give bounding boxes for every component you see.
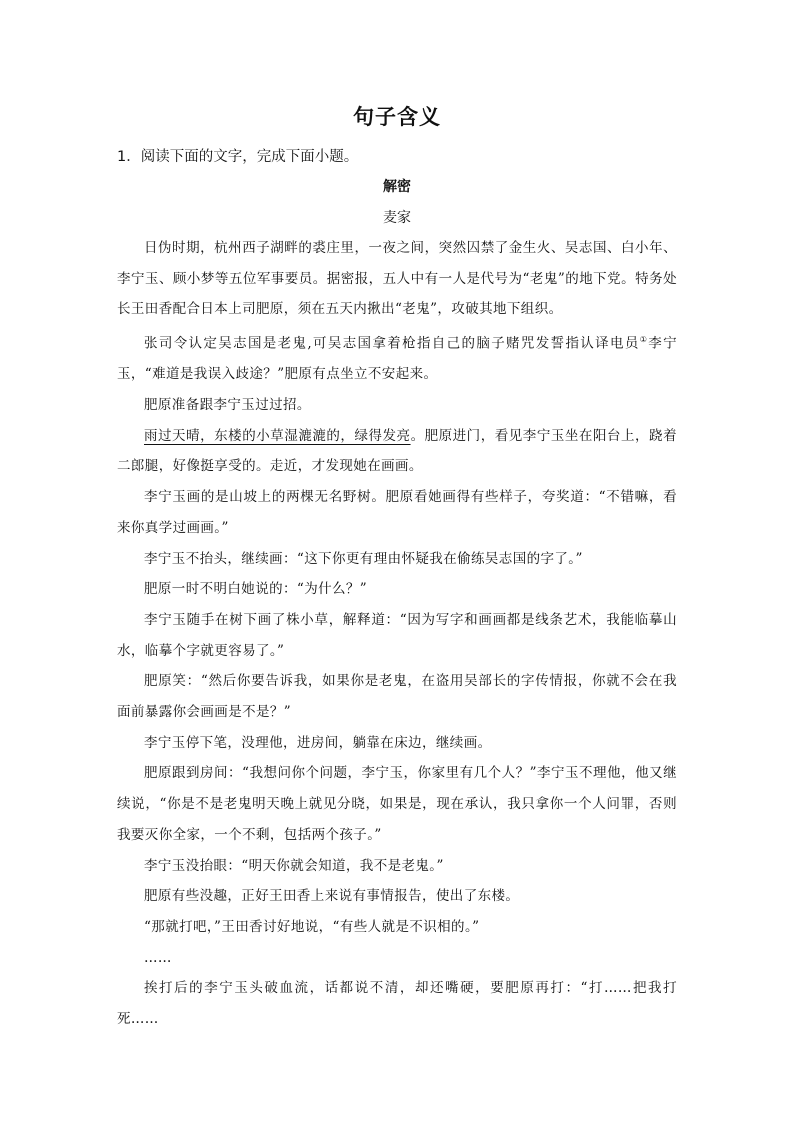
paragraph: 肥原有些没趣，正好王田香上来说有事情报告，使出了东楼。 [144,888,520,905]
paragraph: 肥原笑：“然后你要告诉我，如果你是老鬼，在盗用吴部长的字传情报，你就不会在我面前暴露你会画画是不是？” [117,673,677,721]
paragraph: 肥原跟到房间：“我想问你个问题，李宁玉，你家里有几个人？”李宁玉不理他，他又继续说，“你是不是老鬼明天晚上就见分晓，如果是，现在承认，我只拿你一个人问罪，否则我要灭你全家，一个不剩，包括两个孩子。” [117,765,677,843]
paragraph-text: 李宁玉，“难道是我误入歧途？”肥原有点坐立不安起来。 [117,335,678,383]
paragraph: “那就打吧，”王田香讨好地说，“有些人就是不识相的。” [144,918,480,935]
paragraph: 挨打后的李宁玉头破血流，话都说不清，却还嘴硬，要肥原再打：“打……把我打死…… [117,980,677,1028]
underlined-sentence: 雨过天晴，东楼的小草湿漉漉的，绿得发亮 [144,427,411,444]
story-title: 解密 [383,179,411,195]
paragraph: 李宁玉不抬头，继续画：“这下你更有理由怀疑我在偷练吴志国的字了。” [144,550,583,567]
paragraph: 李宁玉画的是山坡上的两棵无名野树。肥原看她画得有些样子，夸奖道：“不错嘛，看来你真学过画画。” [117,489,677,536]
page-title: 句子含义 [353,105,441,129]
paragraph: 日伪时期，杭州西子湖畔的裘庄里，一夜之间，突然囚禁了金生火、吴志国、白小年、李宁玉、顾小梦等五位军事要员。据密报，五人中有一人是代号为“老鬼”的地下党。特务处长王田香配合日本上司肥原，须在五天内揪出“老鬼”，攻破其地下组织。 [117,240,677,318]
paragraph: …… [144,949,172,966]
paragraph [117,421,677,482]
footnote-marker: ① [639,335,649,345]
question-prompt: 1．阅读下面的文字，完成下面小题。 [117,149,359,165]
paragraph: 肥原一时不明白她说的：“为什么？” [144,581,368,598]
paragraph [117,325,677,390]
paragraph: 李宁玉随手在树下画了株小草，解释道：“因为写字和画画都是线条艺术，我能临摹山水，临摹个字就更容易了。” [117,611,677,659]
paragraph: 李宁玉停下笔，没理他，进房间，躺靠在床边，继续画。 [144,734,492,751]
paragraph-text: 。肥原进门，看见李宁玉坐在阳台上，跷着二郎腿，好像挺享受的。走近，才发现她在画画。 [117,427,677,475]
story-body [117,233,677,1035]
paragraph: 肥原准备跟李宁玉过过招。 [144,397,311,414]
paragraph: 李宁玉没抬眼：“明天你就会知道，我不是老鬼。” [144,857,444,874]
story-author: 麦家 [383,210,411,226]
paragraph-text: 张司令认定吴志国是老鬼,可吴志国拿着枪指自己的脑子赌咒发誓指认译电员 [144,335,640,352]
